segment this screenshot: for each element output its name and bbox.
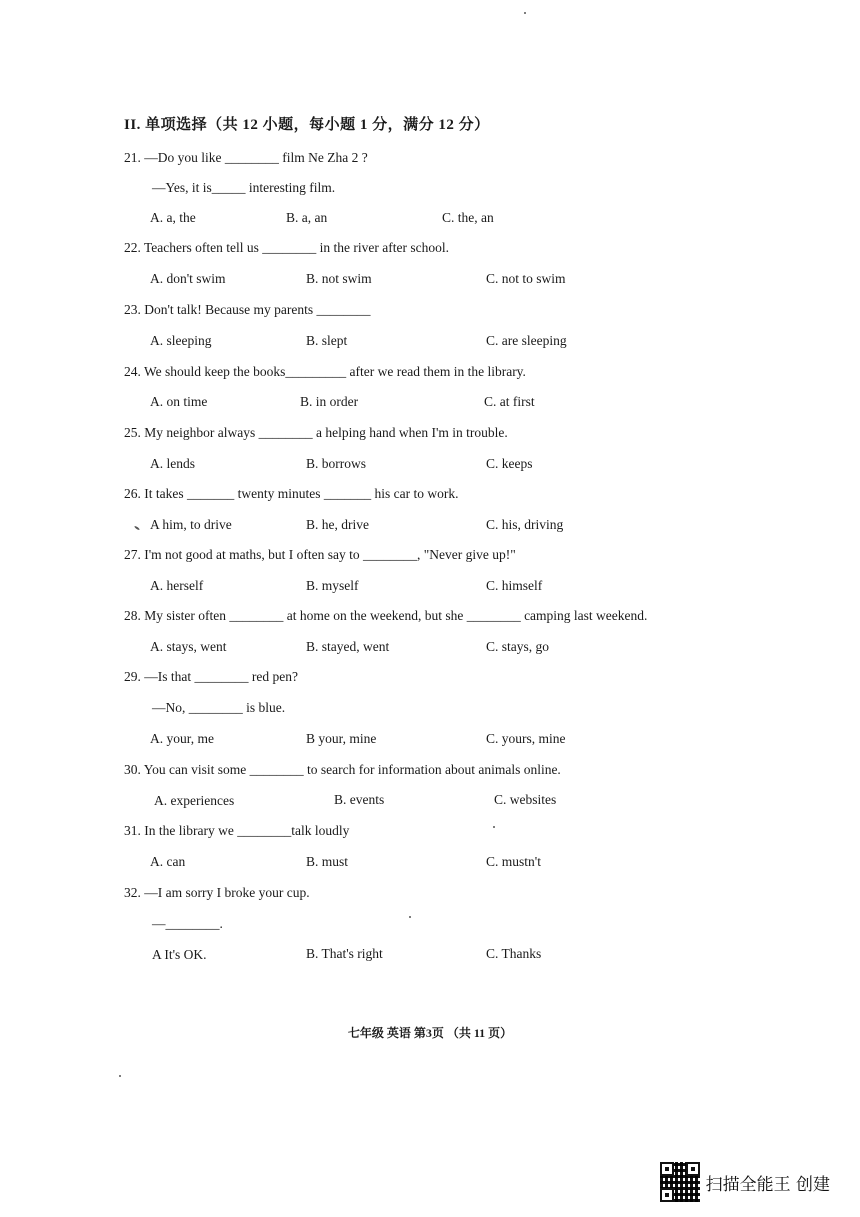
scan-speck — [493, 826, 495, 828]
question-line: 30. You can visit some ________ to search for information about animals online. — [124, 762, 561, 777]
option-b: B. borrows — [306, 456, 366, 471]
option-b: B. events — [334, 792, 385, 807]
question-line: 27. I'm not good at maths, but I often say to ________, "Never give up!" — [124, 547, 516, 562]
qr-code-icon — [660, 1162, 700, 1202]
option-b: B. must — [306, 854, 349, 869]
question-line: 24. We should keep the books_________ after we read them in the library. — [124, 364, 526, 379]
question-line: 28. My sister often ________ at home on the weekend, but she ________ camping last weekend. — [124, 608, 648, 623]
option-b: B. That's right — [306, 946, 383, 961]
scan-speck — [119, 1075, 121, 1077]
question-line: 26. It takes _______ twenty minutes _______ his car to work. — [124, 486, 459, 501]
option-a: A him, to drive — [150, 517, 232, 532]
option-a: A. don't swim — [150, 271, 226, 286]
scan-speck — [524, 12, 526, 14]
option-c: C. are sleeping — [486, 333, 567, 348]
option-a: A It's OK. — [152, 947, 207, 962]
option-a: A. stays, went — [150, 639, 227, 654]
scan-speck — [409, 916, 411, 918]
question-line: —Yes, it is_____ interesting film. — [152, 180, 336, 195]
option-b: B your, mine — [306, 731, 377, 746]
option-c: C. mustn't — [486, 854, 541, 869]
option-c: C. Thanks — [486, 946, 542, 961]
option-a: A. your, me — [150, 731, 214, 746]
option-b: B. he, drive — [306, 517, 369, 532]
question-line: 23. Don't talk! Because my parents ________ — [124, 302, 371, 317]
option-c: C. stays, go — [486, 639, 550, 654]
question-line: 21. —Do you like ________ film Ne Zha 2 ? — [124, 150, 368, 165]
option-b: B. myself — [306, 578, 359, 593]
question-line: 32. —I am sorry I broke your cup. — [124, 885, 310, 900]
option-c: C. keeps — [486, 456, 533, 471]
option-b: B. not swim — [306, 271, 372, 286]
option-a: A. a, the — [150, 210, 196, 225]
option-c: C. at first — [484, 394, 535, 409]
option-c: C. himself — [486, 578, 543, 593]
question-line: 29. —Is that ________ red pen? — [124, 669, 298, 684]
option-c: C. websites — [494, 792, 557, 807]
watermark-text: 扫描全能王 创建 — [705, 1174, 830, 1195]
option-b: B. slept — [306, 333, 348, 348]
option-b: B. a, an — [286, 210, 328, 225]
option-c: C. not to swim — [486, 271, 566, 286]
option-a: A. sleeping — [150, 333, 212, 348]
option-a: A. on time — [150, 394, 208, 409]
option-c: C. yours, mine — [486, 731, 566, 746]
scanner-watermark — [660, 1162, 830, 1202]
option-b: B. in order — [300, 394, 359, 409]
section-title: II. 单项选择（共 12 小题，每小题 1 分，满分 12 分） — [124, 117, 490, 133]
question-line: 22. Teachers often tell us ________ in the river after school. — [124, 240, 449, 255]
question-line: —________. — [152, 916, 223, 931]
option-a: A. herself — [150, 578, 204, 593]
question-line: —No, ________ is blue. — [152, 700, 286, 715]
option-c: C. the, an — [442, 210, 494, 225]
option-c: C. his, driving — [486, 517, 564, 532]
option-a: A. can — [150, 854, 186, 869]
option-a: A. lends — [150, 456, 195, 471]
question-line: 31. In the library we ________talk loudly — [124, 823, 350, 838]
scan-speck — [134, 525, 140, 530]
option-b: B. stayed, went — [306, 639, 390, 654]
option-a: A. experiences — [154, 793, 235, 808]
page-footer: 七年级 英语 第3页 （共 11 页） — [347, 1026, 513, 1040]
question-line: 25. My neighbor always ________ a helping hand when I'm in trouble. — [124, 425, 508, 440]
